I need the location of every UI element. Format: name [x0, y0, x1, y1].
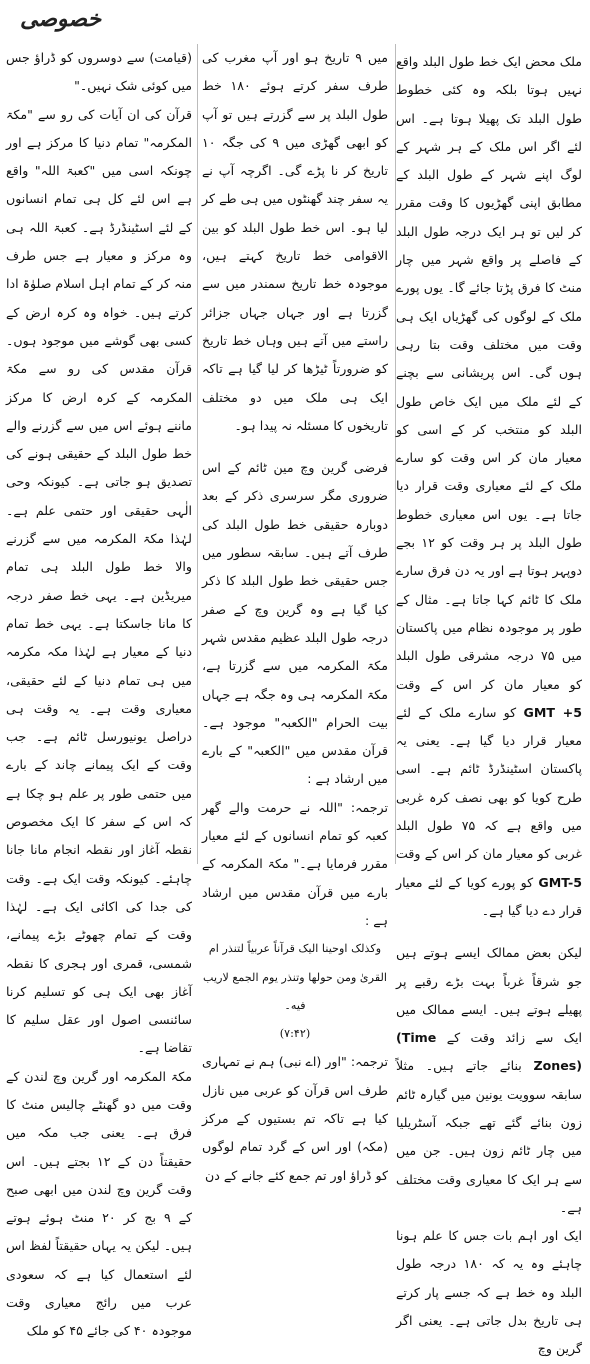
time-zones-label: (Time Zones) — [396, 1030, 582, 1074]
column-middle — [202, 44, 388, 1183]
paragraph-text: بنائے جاتے ہیں۔ مثلاً سابقہ سوویت یونین میں گیارہ ٹائم زون بنائے گئے تھے جبکہ آسٹریلیا میں چار ٹائم زون ہیں۔ جن میں سے ہر ایک کا معیاری وقت مختلف ہے۔ — [396, 1058, 582, 1215]
paragraph: فرضی گرین وچ مین ٹائم کے اس ضروری مگر سرسری ذکر کے بعد دوبارہ حقیقی خط طول البلد کی طرف آتے ہیں۔ سابقہ سطور میں جس حقیقی خط طول البلد کا ذکر کیا گیا ہے وہ گرین وچ کے صفر درجہ طول البلد عظیم مقدس شہر مکۃ المکرمہ میں سے گزرتا ہے، مکۃ المکرمہ ہی وہ جگہ ہے جہاں بیت الحرام "الکعبہ" موجود ہے۔ قرآن مقدس میں "الکعبہ" کے بارے میں ارشاد ہے : — [202, 460, 388, 787]
paragraph: قرآن کی ان آیات کی رو سے "مکۃ المکرمہ" تمام دنیا کا مرکز ہے اور چونکہ اسی میں "کعبۃ اللہ" واقع ہے اس لئے کل ہی تمام انسانوں کے لئے اسٹینڈرڈ ہے۔ کعبۃ اللہ ہی وہ مرکز و معیار ہے جس طرف منہ کر کے تمام اہل اسلام صلوٰۃ ادا کرتے ہیں۔ خواہ وہ کرہ ارض کے کسی بھی گوشے میں موجود ہوں۔ قرآن مقدس کی رو سے مکۃ المکرمہ کے کرہ ارض کا مرکز ماننے ہوئے اس میں سے گزرنے والے خط طول البلد کے حقیقی ہونے کی تصدیق ہو جاتی ہے۔ کیونکہ وحی الٰہی حقیقی اور حتمی علم ہے۔ لہٰذا مکۃ المکرمہ میں سے گزرنے والا خط طول البلد ہی تمام میریڈین ہے۔ یہی خط صفر درجہ کا مانا جاسکتا ہے۔ یہی خط تمام دنیا کے معیار ہے لہٰذا مکہ مکرمہ میں ہی تمام دنیا کے لئے حقیقی، معیاری وقت ہے۔ یہ وقت ہی دراصل یونیورسل ٹائم ہے۔ جب وقت کے ایک پیمانے چاند کے بارے میں حتمی طور پر علم ہو چکا ہے کہ اس کے سفر کا ایک مخصوص نقطہ آغاز اور نقطہ انجام مانا جانا چاہئے۔ کیونکہ وقت ایک ہے۔ وقت کی جدا کی اکائی ایک ہے۔ لہٰذا وقت کے تمام چھوٹے بڑے پیمانے، شمسی، قمری اور ہجری کا نقطہ آغاز بھی ایک ہی کو تسلیم کرنا سائنسی اصول اور عقل سلیم کا تقاضا ہے۔ — [6, 106, 192, 1056]
section-logo: خصوصی — [20, 6, 102, 32]
paragraph: ایک اور اہم بات جس کا علم ہونا چاہئے وہ یہ کہ ۱۸۰ درجہ طول البلد وہ خط ہے کہ جسے پار کرتے ہی تاریخ بدل جاتی ہے۔ یعنی اگر گرین وچ — [396, 1228, 582, 1357]
column-right — [396, 48, 582, 1357]
paragraph: میں ۹ تاریخ ہو اور آپ مغرب کی طرف سفر کرتے ہوئے ۱۸۰ خط طول البلد پر سے گزرتے ہیں تو آپ کو ابھی گھڑی میں ۹ کی جگہ ۱۰ تاریخ کر نا پڑے گی۔ اگرچہ آپ نے یہ سفر چند گھنٹوں میں ہی طے کر لیا ہو۔ اس خط طول البلد کو بین الاقوامی خط تاریخ کہتے ہیں، موجودہ خط تاریخ سمندر میں سے گزرتا ہے اور جہاں جہاں جزائر راستے میں آتے ہیں وہاں خط تاریخ کو ضرورتاً ٹیڑھا کر لیا گیا ہے تاکہ ایک ہی ملک میں دو مختلف تاریخوں کا مسئلہ نہ پیدا ہو۔ — [202, 50, 388, 433]
paragraph-text: کو پورے کویا کے لئے معیار قرار دے دیا گیا ہے۔ — [396, 874, 582, 918]
arabic-quote: وکذلک اوحینا الیک قرآناً عربیاً لتنذر ام القریٰ ومن حولها وتنذر یوم الجمع لاریب فیه۔ — [202, 942, 388, 1012]
paragraph: ترجمہ: "اللہ نے حرمت والے گھر کعبہ کو تمام انسانوں کے لئے معیار مقرر فرمایا ہے۔" مکۃ المکرمہ کے بارے میں قرآن مقدس میں ارشاد ہے : — [202, 799, 388, 928]
paragraph: (قیامت) سے دوسروں کو ڈراؤ جس میں کوئی شک نہیں۔" — [6, 50, 192, 94]
paragraph-text: ملک محض ایک خط طول البلد واقع نہیں ہوتا بلکہ وہ کئی خطوط طول البلد تک پھیلا ہوتا ہے۔ اس لئے اگر اس ملک کے ہر شہر کے لوگ اپنے شہر کے طول البلد کے مطابق اپنی گھڑیوں کا وقت مقرر کر لیں تو ہر ایک درجہ طول البلد کے فاصلے پر واقع شہر میں چار منٹ کا فرق پڑتا جائے گا۔ یوں پورے ملک کے لوگوں کی گھڑیاں ایک ہی وقت میں مختلف وقت بتا رہی ہوں گی۔ اس پریشانی سے بچنے کے لئے ملک میں ایک خاص طول البلد کو منتخب کر کے اسی کو معیار مان کر اس وقت کو سارے ملک کے لئے معیاری وقت قرار دیا جاتا ہے۔ یوں اس معیاری خطوط طول البلد پر ہر وقت کو ۱۲ بجے دوپہر ہوتا ہے اور یہ دن فرق سارے ملک کا ٹائم کہا جاتا ہے۔ مثال کے طور پر موجودہ نظام میں پاکستان میں ۷۵ درجہ مشرقی طول البلد کو معیار مان کر اس کے وقت — [396, 54, 582, 692]
paragraph — [396, 939, 582, 1222]
paragraph — [396, 48, 582, 925]
paragraph-text: کو سارے ملک کے لئے معیار قرار دیا گیا ہے۔ یعنی یہ پاکستان اسٹینڈرڈ ٹائم ہے۔ اسی طرح کویا کو بھی نصف کرہ غربی میں واقع ہے کہ ۷۵ طول البلد غربی کو معیار مان کر اس کے وقت — [396, 704, 582, 862]
paragraph: مکۃ المکرمہ اور گرین وچ لندن کے وقت میں دو گھنٹے چالیس منٹ کا فرق ہے۔ یعنی جب مکہ میں حقیقتاً دن کے ۱۲ بجتے ہیں۔ اس وقت گرین وچ لندن میں ابھی صبح کے ۹ بج کر ۲۰ منٹ ہوئے ہوتے ہیں۔ لیکن یہ یہاں حقیقتاً لفظ اس لئے استعمال کیا ہے کہ سعودی عرب میں رائج معیاری وقت موجودہ ۴۰ کی جائے ۴۵ کو ملک — [6, 1068, 192, 1339]
paragraph-text: لیکن بعض ممالک ایسے ہوتے ہیں جو شرقاً غرباً بہت بڑے رقبے پر پھیلے ہوتے ہیں۔ ایسے ممالک میں ایک سے زائد وقت کے — [396, 945, 582, 1046]
column-left — [6, 44, 192, 1339]
gmt-label: GMT +5 — [523, 704, 582, 720]
page-header — [0, 4, 590, 38]
gmt-label: GMT-5 — [538, 874, 582, 890]
paragraph: ترجمہ: "اور (اے نبی) ہم نے تمہاری طرف اس قرآن کو عربی میں نازل کیا ہے تاکہ تم بستیوں کے مرکز (مکہ) اور اس کے گرد تمام لوگوں کو ڈراؤ اور تم جمع کئے جانے کے دن — [202, 1054, 388, 1183]
column-divider — [197, 44, 198, 864]
verse-reference: (۷:۴۲) — [279, 1027, 311, 1041]
